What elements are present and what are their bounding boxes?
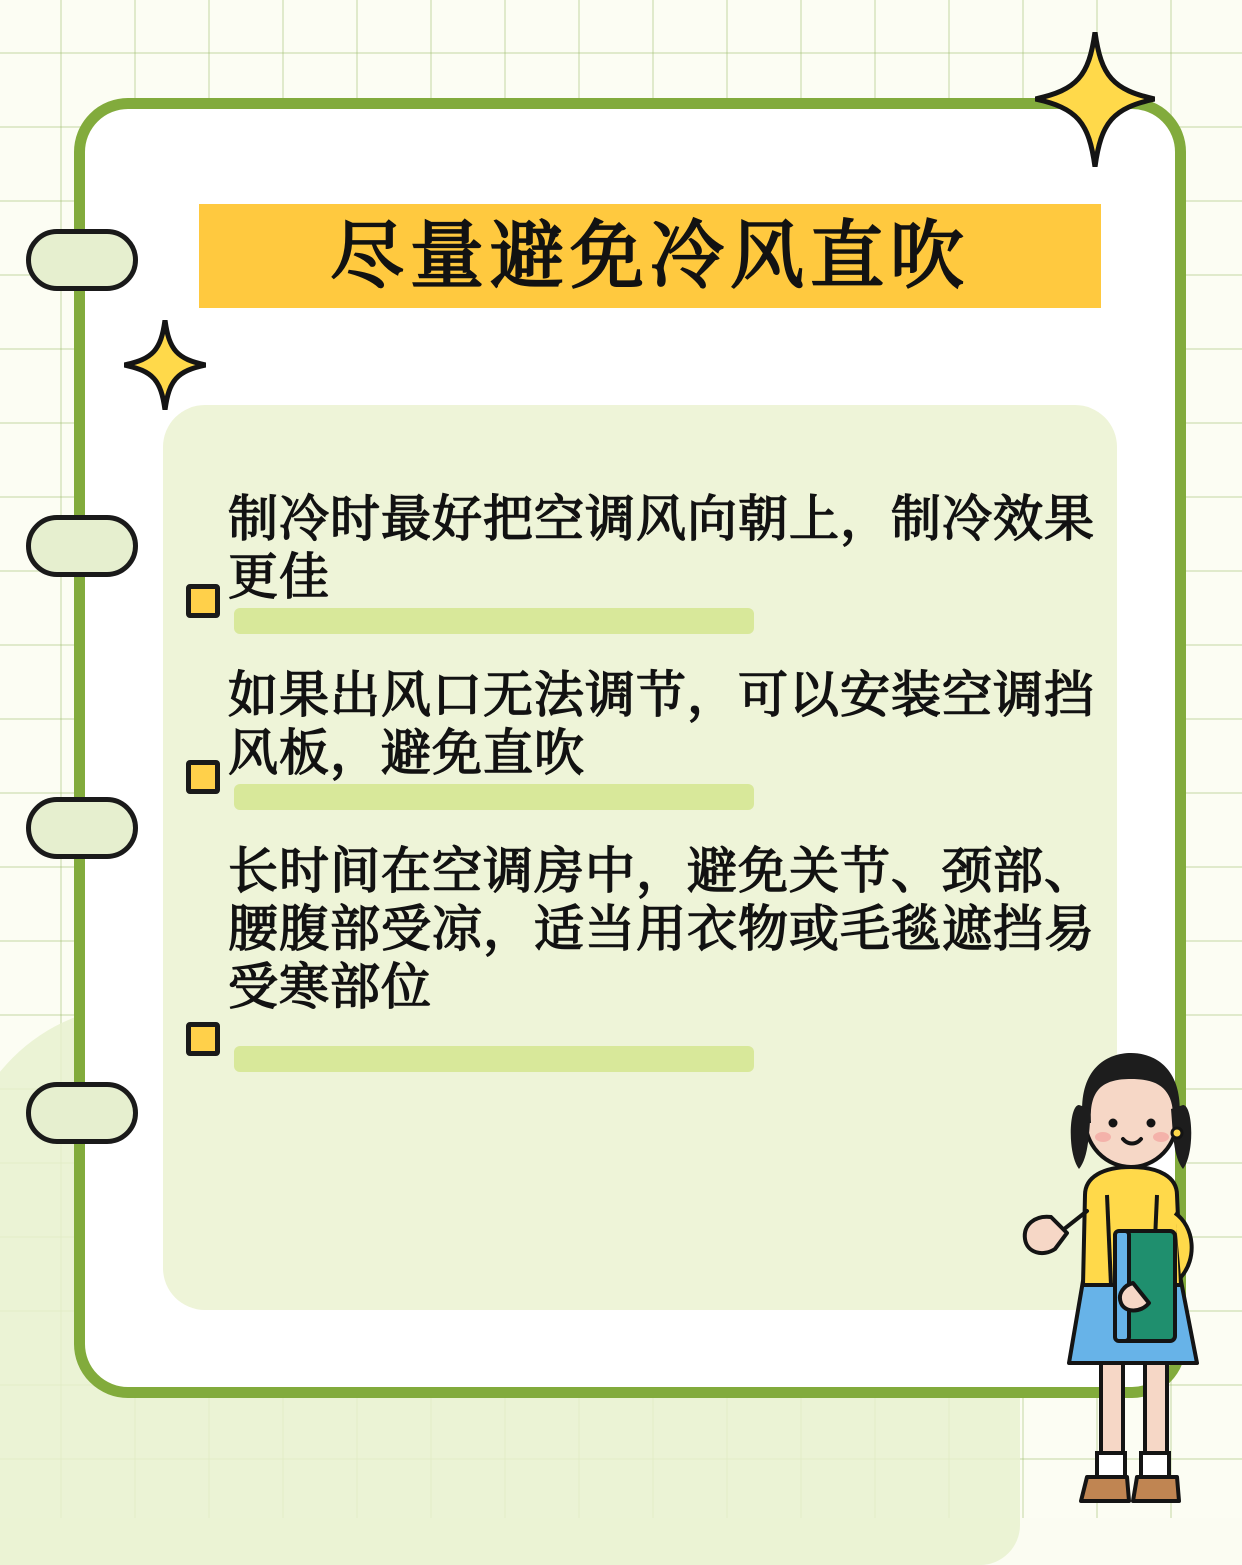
list-item	[186, 490, 1106, 606]
bullet-square-icon	[186, 584, 220, 618]
title-banner	[199, 204, 1101, 308]
highlight-underline	[234, 1046, 754, 1072]
side-tab-4	[26, 1082, 138, 1144]
list-item	[186, 842, 1106, 1016]
side-tab-1	[26, 229, 138, 291]
sparkle-icon	[1035, 32, 1155, 167]
page-title: 尽量避免冷风直吹	[330, 213, 970, 299]
girl-with-book-illustration	[1005, 1045, 1235, 1518]
tip-text-3: 长时间在空调房中，避免关节、颈部、腰腹部受凉，适当用衣物或毛毯遮挡易受寒部位	[228, 842, 1095, 1016]
highlight-underline	[234, 608, 754, 634]
list-item	[186, 666, 1106, 782]
side-tab-3	[26, 797, 138, 859]
bullet-square-icon	[186, 1022, 220, 1056]
tip-text-1: 制冷时最好把空调风向朝上，制冷效果更佳	[228, 490, 1095, 606]
tip-text-2: 如果出风口无法调节，可以安装空调挡风板，避免直吹	[228, 666, 1095, 782]
highlight-underline	[234, 784, 754, 810]
side-tab-2	[26, 515, 138, 577]
sparkle-icon	[124, 320, 206, 410]
tips-list	[186, 490, 1106, 1076]
bullet-square-icon	[186, 760, 220, 794]
